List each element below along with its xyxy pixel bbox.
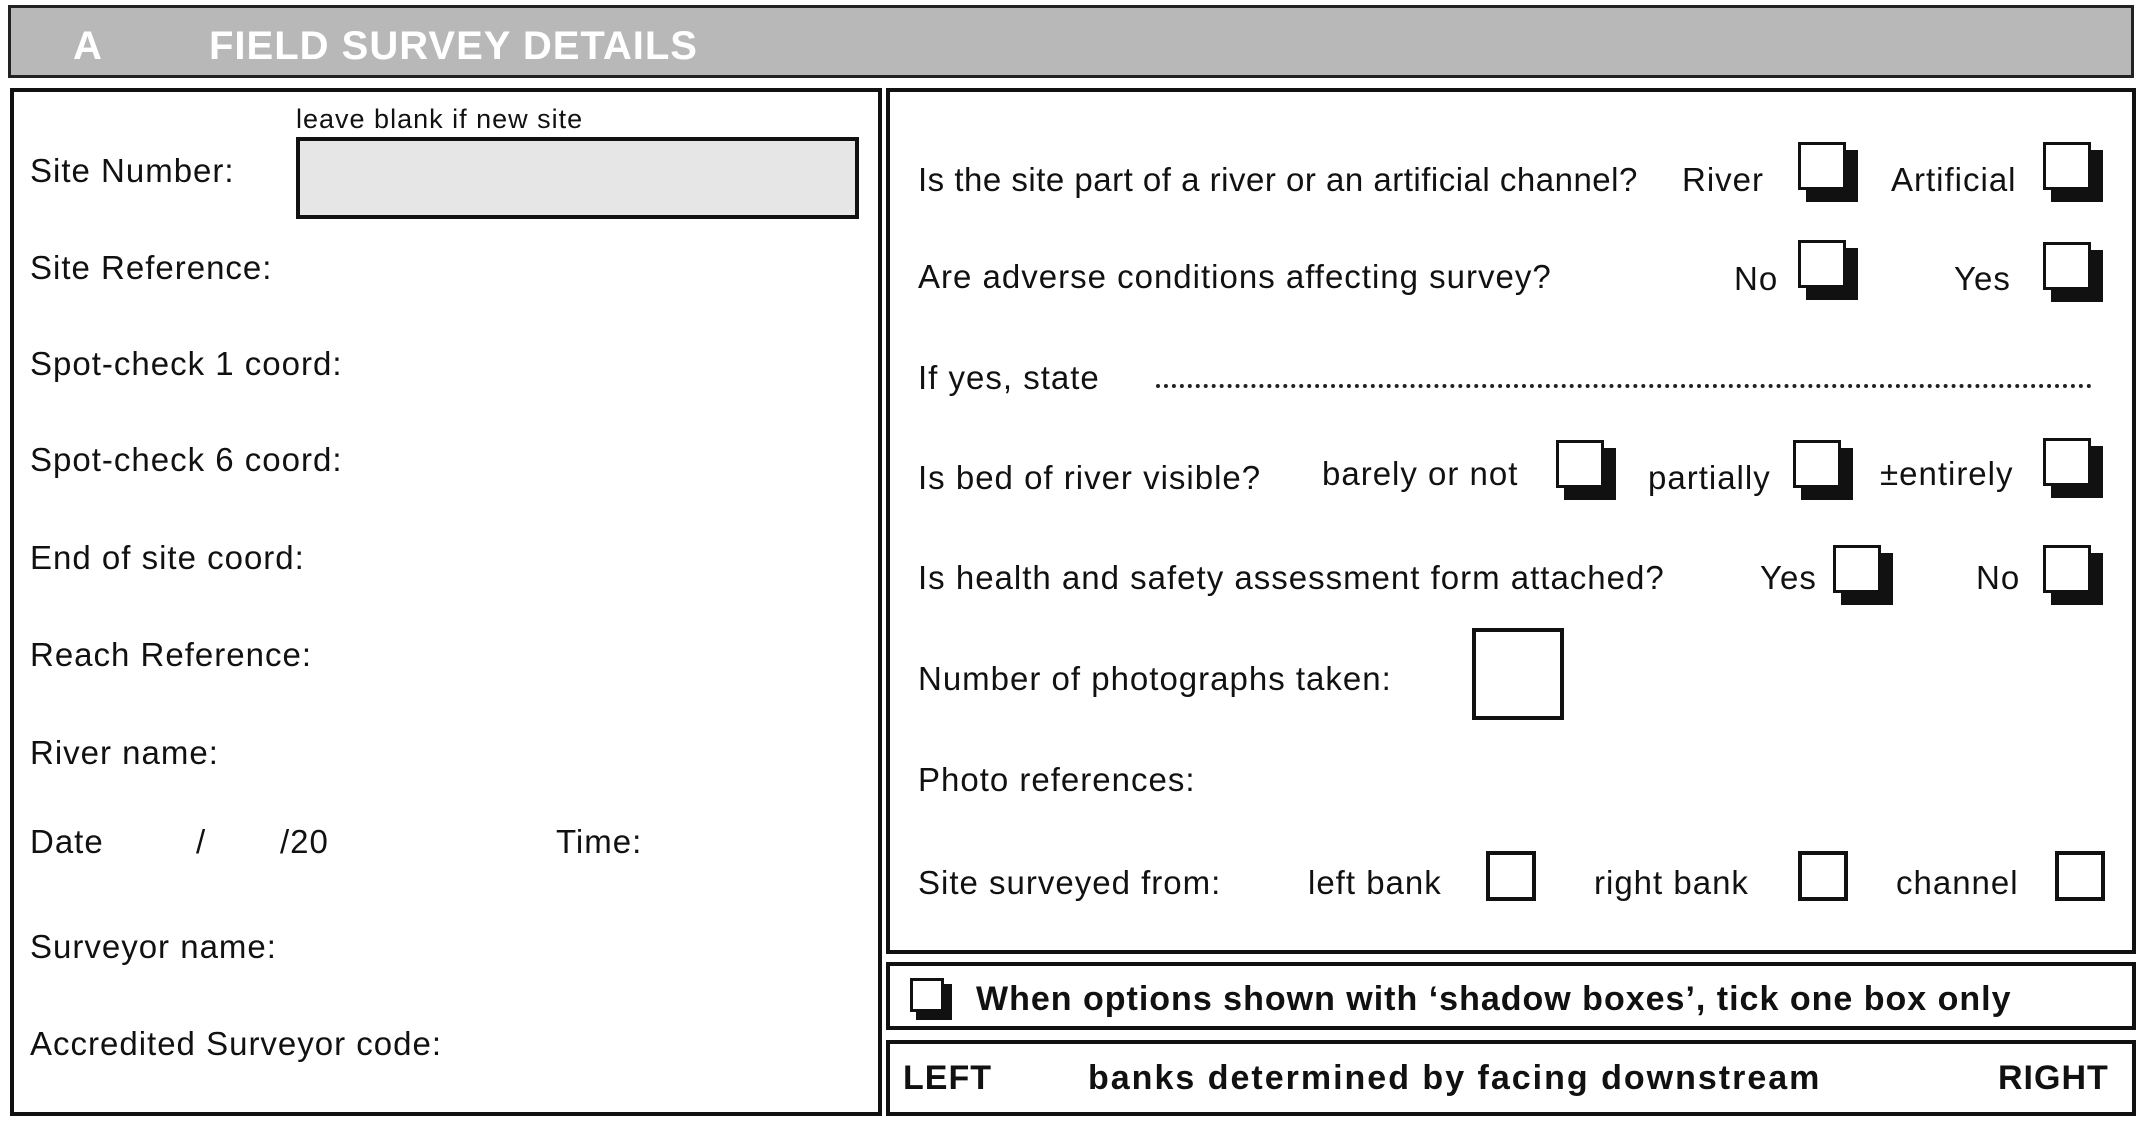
option-river-label: River (1682, 161, 1765, 198)
site-number-input[interactable] (296, 137, 859, 219)
number-of-photos-input[interactable] (1472, 628, 1564, 720)
option-barely-label: barely or not (1322, 455, 1519, 492)
if-yes-state-label: If yes, state (918, 359, 1100, 396)
option-hs-no-label: No (1976, 559, 2021, 596)
surveyor-name-label: Surveyor name: (30, 928, 277, 965)
section-title: FIELD SURVEY DETAILS (209, 24, 698, 68)
spot-check-6-label: Spot-check 6 coord: (30, 441, 343, 478)
river-name-label: River name: (30, 734, 219, 771)
question-bed-visible: Is bed of river visible? (918, 459, 1262, 496)
site-reference-label: Site Reference: (30, 249, 273, 286)
photo-references-label: Photo references: (918, 761, 1196, 798)
option-yes-label: Yes (1954, 260, 2011, 297)
spot-check-1-label: Spot-check 1 coord: (30, 345, 343, 382)
right-bank-label: RIGHT (1998, 1059, 2109, 1097)
end-of-site-label: End of site coord: (30, 539, 305, 576)
right-panel (886, 88, 2136, 954)
time-label: Time: (556, 823, 643, 860)
bed-entirely-checkbox[interactable] (2043, 438, 2099, 494)
if-yes-state-line[interactable] (1156, 384, 2092, 388)
question-health-safety: Is health and safety assessment form attached? (918, 559, 1665, 596)
river-checkbox[interactable] (1798, 142, 1854, 198)
section-letter: A (73, 24, 103, 68)
bed-partially-checkbox[interactable] (1793, 440, 1849, 496)
option-channel-label: channel (1896, 864, 2019, 901)
artificial-checkbox[interactable] (2043, 142, 2099, 198)
date-label: Date (30, 823, 104, 860)
site-number-label: Site Number: (30, 152, 235, 189)
health-safety-yes-checkbox[interactable] (1833, 545, 1889, 601)
accredited-code-label: Accredited Surveyor code: (30, 1025, 443, 1062)
left-bank-checkbox[interactable] (1486, 851, 1536, 901)
option-right-bank-label: right bank (1594, 864, 1749, 901)
channel-checkbox[interactable] (2055, 851, 2105, 901)
date-separator-2: /20 (280, 823, 329, 860)
date-separator-1: / (196, 823, 207, 860)
bed-barely-checkbox[interactable] (1556, 440, 1612, 496)
question-surveyed-from: Site surveyed from: (918, 864, 1222, 901)
section-header (8, 5, 2134, 78)
option-artificial-label: Artificial (1891, 161, 2017, 198)
banks-direction-note: banks determined by facing downstream (1088, 1059, 1822, 1097)
option-partially-label: partially (1648, 459, 1771, 496)
question-adverse-conditions: Are adverse conditions affecting survey? (918, 258, 1552, 295)
reach-reference-label: Reach Reference: (30, 636, 312, 673)
question-river-or-channel: Is the site part of a river or an artificial channel? (918, 161, 1638, 198)
left-bank-label: LEFT (903, 1059, 992, 1097)
shadow-box-note: When options shown with ‘shadow boxes’, tick one box only (976, 980, 2012, 1018)
adverse-yes-checkbox[interactable] (2043, 242, 2099, 298)
option-no-label: No (1734, 260, 1779, 297)
shadow-box-example-icon (910, 978, 950, 1018)
adverse-no-checkbox[interactable] (1798, 240, 1854, 296)
health-safety-no-checkbox[interactable] (2043, 545, 2099, 601)
right-bank-checkbox[interactable] (1798, 851, 1848, 901)
option-hs-yes-label: Yes (1760, 559, 1817, 596)
question-number-of-photos: Number of photographs taken: (918, 660, 1392, 697)
option-entirely-label: ±entirely (1880, 455, 2014, 492)
site-number-hint: leave blank if new site (296, 104, 584, 134)
option-left-bank-label: left bank (1308, 864, 1442, 901)
